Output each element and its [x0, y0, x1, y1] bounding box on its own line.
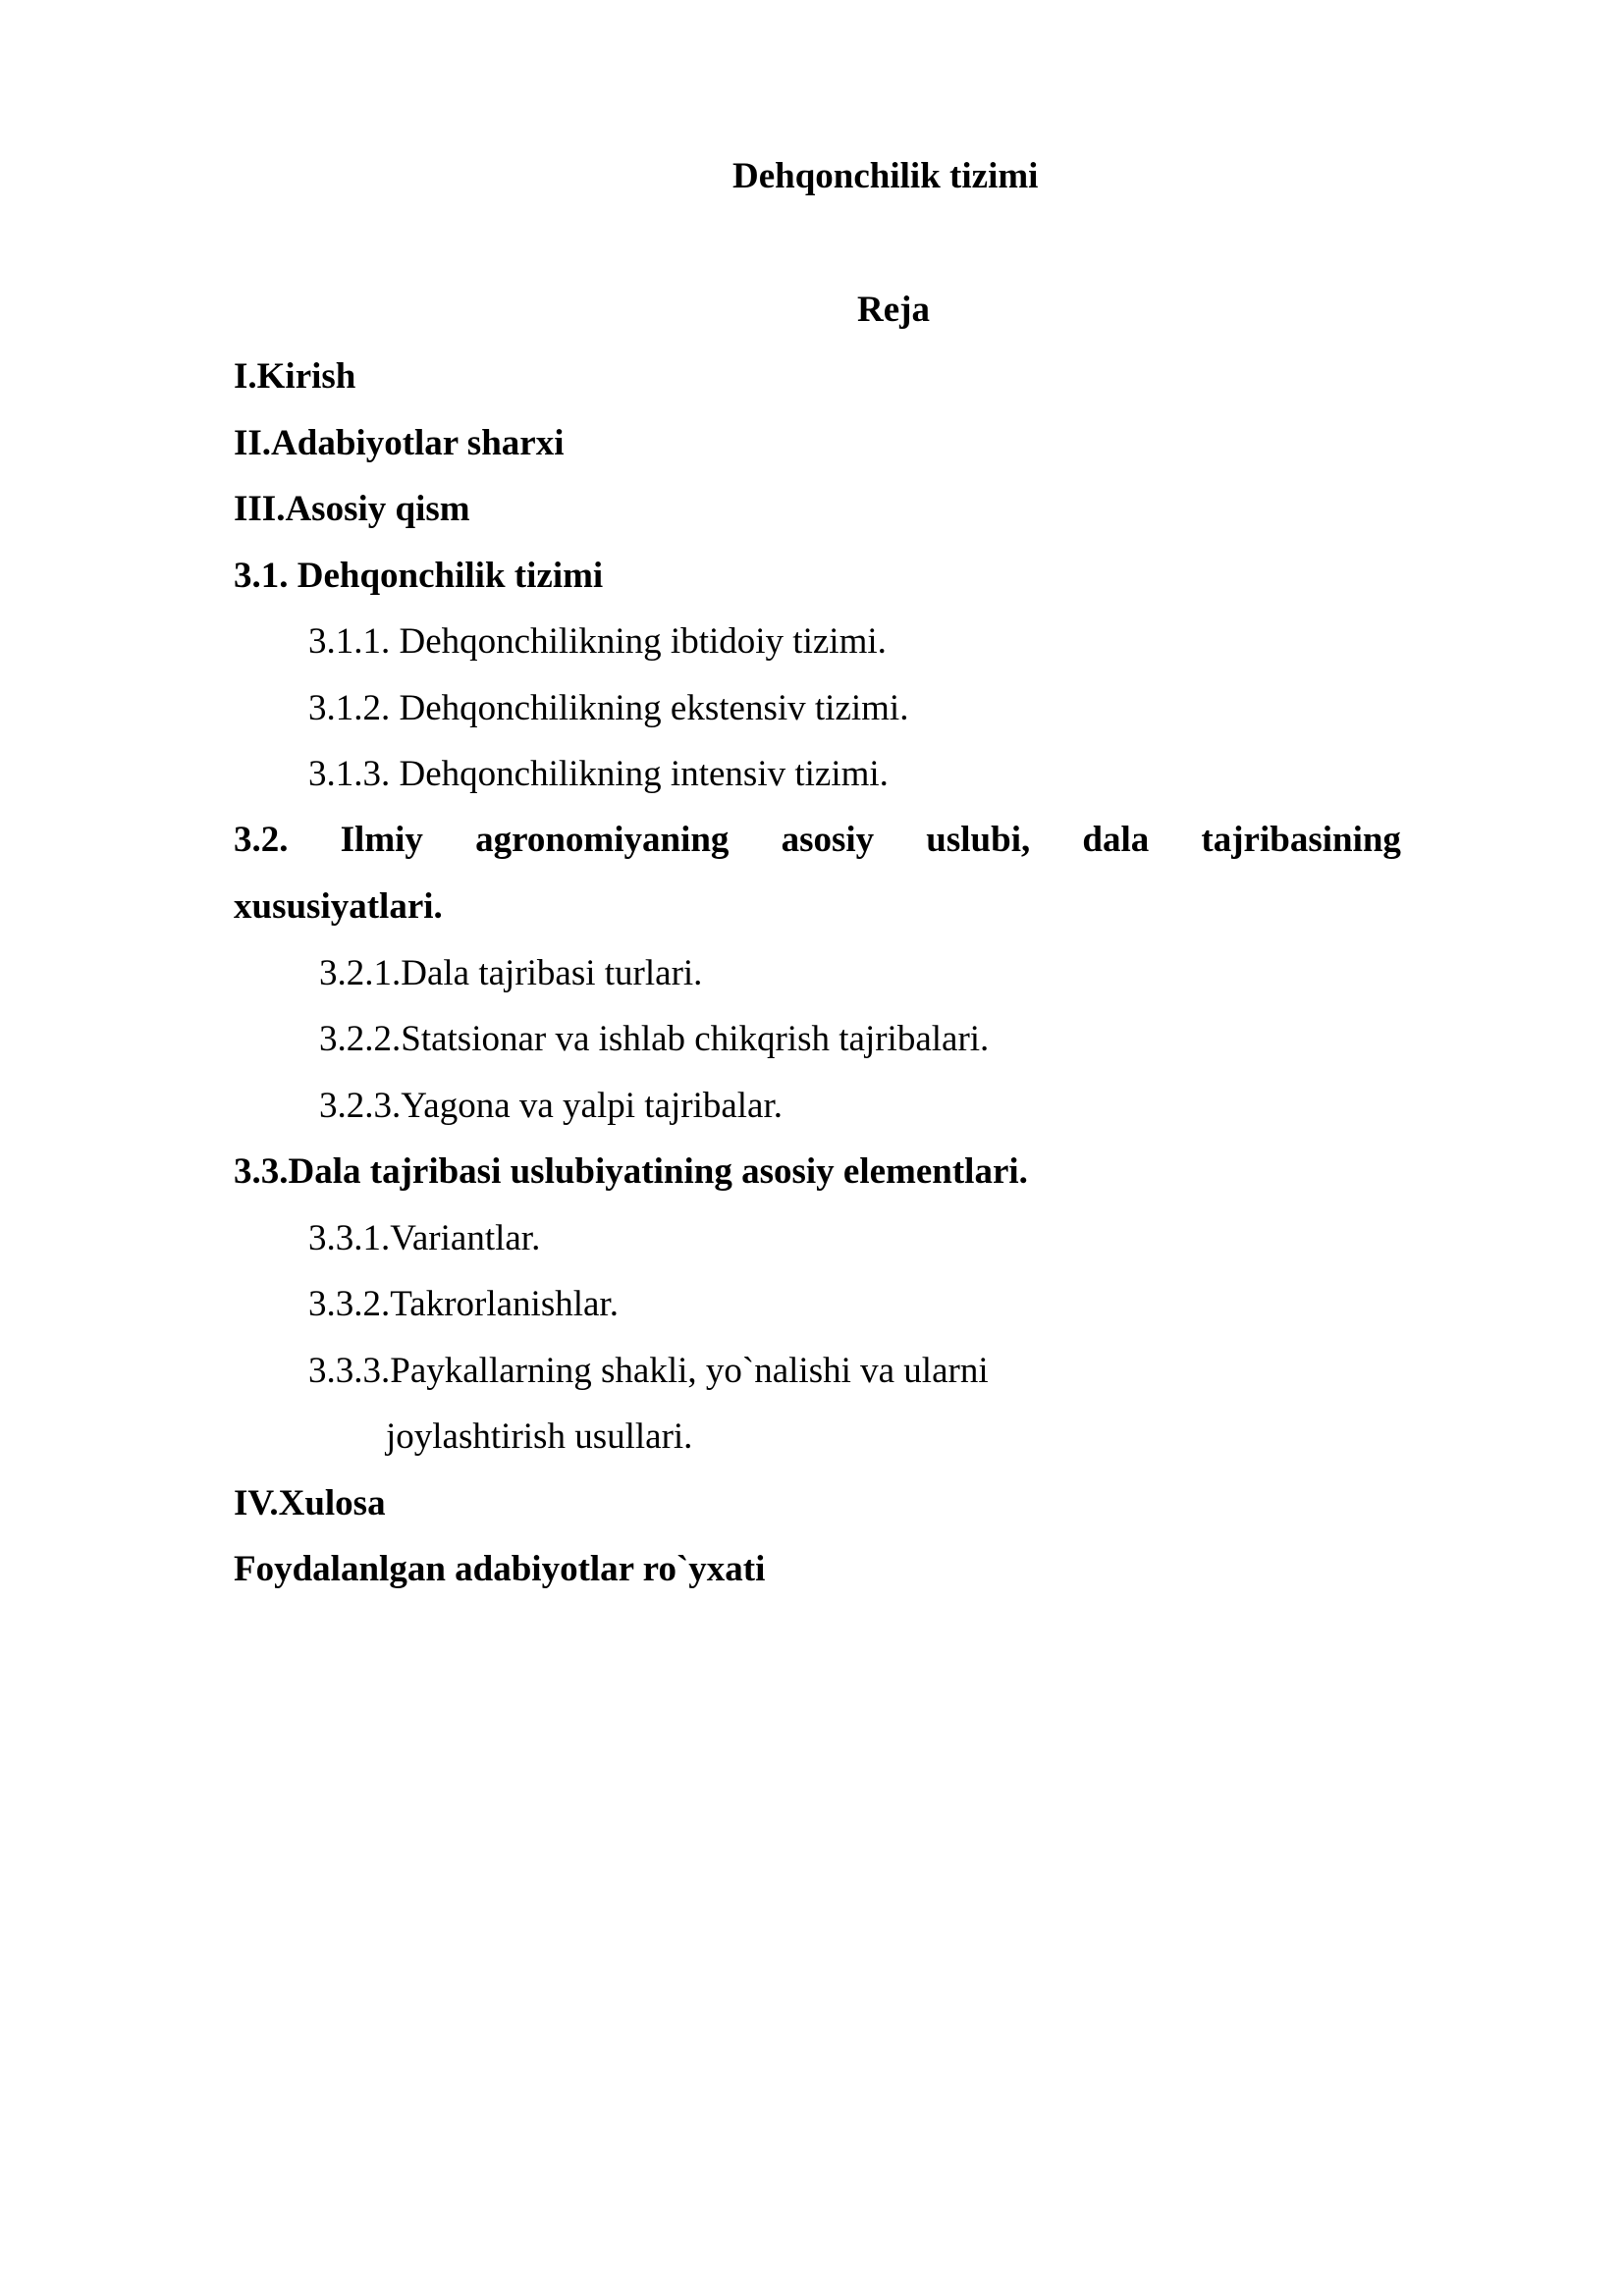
toc-item-3-1-2: 3.1.2. Dehqonchilikning ekstensiv tizimi.	[308, 688, 909, 728]
toc-3-2-word: Ilmiy	[340, 820, 423, 860]
toc-3-2-word: uslubi,	[926, 820, 1031, 860]
toc-item-3-3-2: 3.3.2.Takrorlanishlar.	[308, 1284, 619, 1324]
toc-item-asosiy-qism: III.Asosiy qism	[234, 489, 470, 529]
toc-item-adabiyotlar: II.Adabiyotlar sharxi	[234, 423, 565, 463]
toc-item-3-2-1: 3.2.1.Dala tajribasi turlari.	[319, 953, 703, 993]
plan-heading: Reja	[857, 290, 930, 330]
toc-3-2-word: asosiy	[781, 820, 875, 860]
toc-item-3-2-3: 3.2.3.Yagona va yalpi tajribalar.	[319, 1086, 784, 1126]
toc-item-xulosa: IV.Xulosa	[234, 1483, 386, 1523]
toc-3-2-word: dala	[1082, 820, 1150, 860]
toc-item-3-1-1: 3.1.1. Dehqonchilikning ibtidoiy tizimi.	[308, 621, 887, 662]
toc-item-3-3-3: 3.3.3.Paykallarning shakli, yo`nalishi va ularni	[308, 1351, 989, 1391]
toc-item-3-3-3-continuation: joylashtirish usullari.	[386, 1416, 693, 1457]
toc-item-3-3: 3.3.Dala tajribasi uslubiyatining asosiy elementlari.	[234, 1151, 1028, 1192]
toc-item-foydalanilgan-adabiyotlar: Foydalanlgan adabiyotlar ro`yxati	[234, 1549, 766, 1589]
toc-3-2-word: agronomiyaning	[475, 820, 730, 860]
toc-3-2-word: tajribasining	[1201, 820, 1401, 860]
toc-item-3-1-3: 3.1.3. Dehqonchilikning intensiv tizimi.	[308, 754, 889, 794]
toc-item-3-2	[234, 819, 1401, 862]
document-title: Dehqonchilik tizimi	[732, 156, 1039, 196]
toc-item-3-1: 3.1. Dehqonchilik tizimi	[234, 556, 604, 596]
toc-3-2-word: 3.2.	[234, 820, 289, 860]
toc-item-3-2-continuation: xususiyatlari.	[234, 886, 443, 927]
toc-item-3-2-2: 3.2.2.Statsionar va ishlab chikqrish tajribalari.	[319, 1019, 990, 1059]
toc-item-kirish: I.Kirish	[234, 356, 356, 397]
toc-item-3-3-1: 3.3.1.Variantlar.	[308, 1218, 541, 1258]
